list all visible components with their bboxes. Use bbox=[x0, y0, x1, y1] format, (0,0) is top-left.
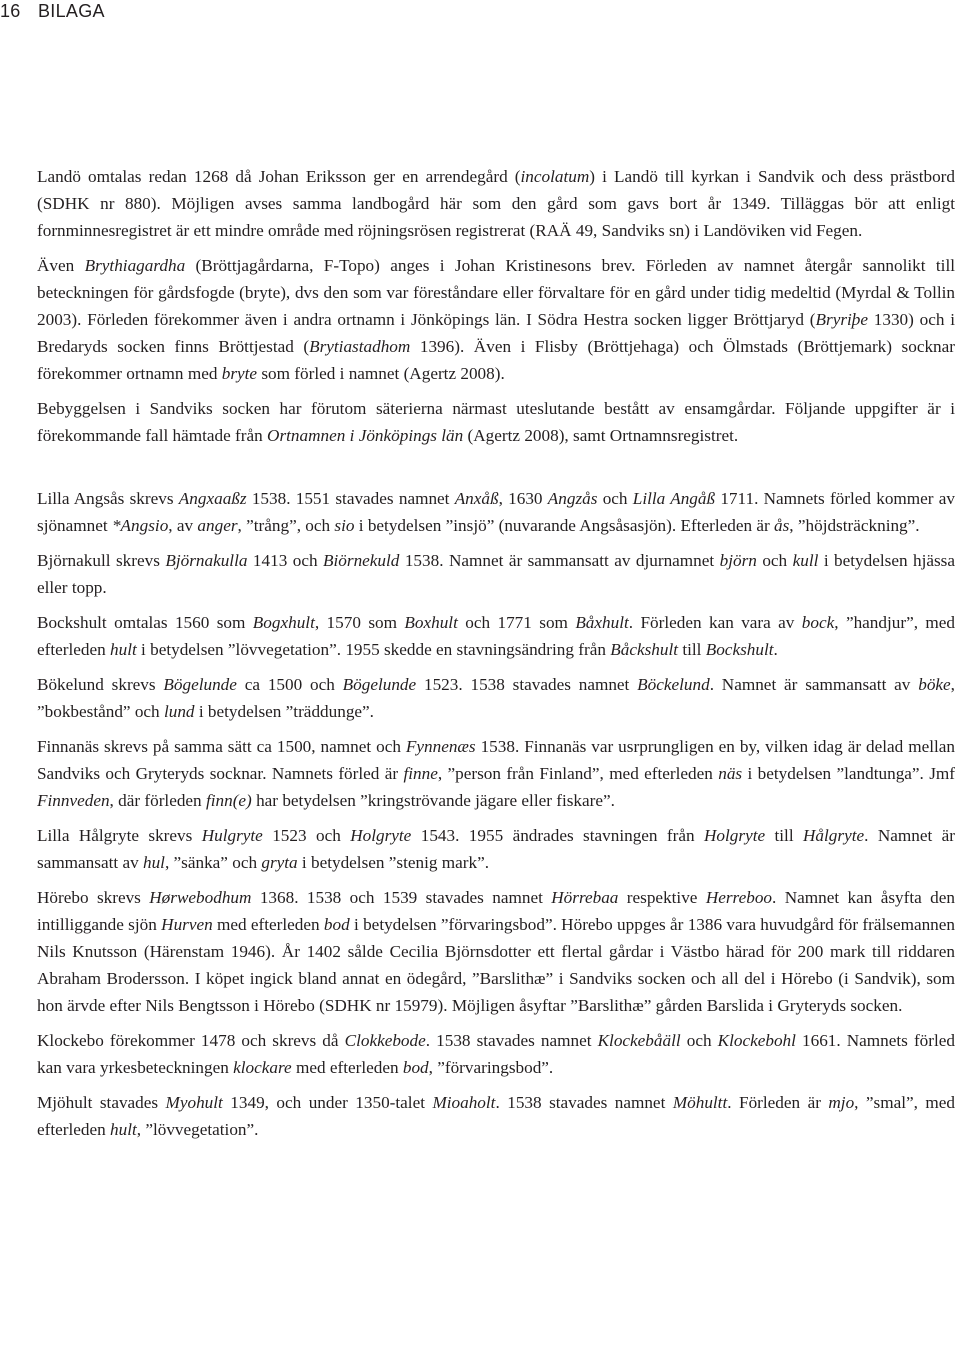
text-run: Björnakull skrevs bbox=[37, 551, 166, 570]
italic-term: hul bbox=[142, 853, 165, 872]
italic-term: Båxhult bbox=[575, 613, 629, 632]
italic-term: sio bbox=[334, 516, 355, 535]
italic-term: Biörnekuld bbox=[323, 551, 400, 570]
italic-term: Klockebåäll bbox=[597, 1031, 681, 1050]
text-run: . Förleden är bbox=[727, 1093, 829, 1112]
italic-term: Ortnamnen i Jönköpings län bbox=[267, 426, 464, 445]
italic-term: Hulgryte bbox=[201, 826, 263, 845]
text-run: (Bröttjagårdarna, F-Topo) anges i Johan Kristinesons brev. Förleden av namnet återgår sannolikt till beteckningen för gårdsfogde (bryte), dvs den som var föreståndare eller förvaltare för en gård under tidig medeltid (Myrdal & Tollin 2003). Förleden förekommer även i andra ortnamn i Jönköpings län. I Södra Hestra socken ligger Bröttjaryd ( bbox=[37, 256, 955, 329]
italic-term: Bogxhult bbox=[252, 613, 315, 632]
italic-term: Hålgryte bbox=[803, 826, 865, 845]
text-run: 1711. Namnets förled kommer av sjönamnet bbox=[37, 489, 955, 535]
text-run: i betydelsen ”lövvegetation”. 1955 skedde en stavningsändring från bbox=[136, 640, 611, 659]
italic-term: Holgryte bbox=[704, 826, 766, 845]
italic-term: finne bbox=[403, 764, 438, 783]
italic-term: Hørwebodhum bbox=[149, 888, 252, 907]
text-run: till bbox=[765, 826, 804, 845]
italic-term: Klockebohl bbox=[717, 1031, 796, 1050]
italic-term: Möhultt bbox=[672, 1093, 728, 1112]
text-run: 1413 och bbox=[247, 551, 324, 570]
text-run: 1523. 1538 stavades namnet bbox=[416, 675, 638, 694]
italic-term: Lilla Angåß bbox=[632, 489, 716, 508]
text-run: med efterleden bbox=[291, 1058, 403, 1077]
italic-term: Anxåß bbox=[454, 489, 499, 508]
italic-term: Böckelund bbox=[637, 675, 710, 694]
italic-term: Björnakulla bbox=[165, 551, 248, 570]
page-number: 16 bbox=[0, 1, 21, 21]
italic-term: Myohult bbox=[165, 1093, 223, 1112]
text-run: 1661. Namnets förled kan vara yrkesbeteckningen bbox=[37, 1031, 955, 1077]
text-run: har betydelsen ”kringströvande jägare eller fiskare”. bbox=[251, 791, 615, 810]
paragraph bbox=[37, 1089, 955, 1143]
italic-term: kull bbox=[792, 551, 819, 570]
text-run: Lilla Hålgryte skrevs bbox=[37, 826, 202, 845]
text-run: , ”lövvegetation”. bbox=[136, 1120, 259, 1139]
text-run: Klockebo förekommer 1478 och skrevs då bbox=[37, 1031, 345, 1050]
text-run: till bbox=[678, 640, 706, 659]
text-run: Även bbox=[37, 256, 85, 275]
text-run: . 1538 stavades namnet bbox=[495, 1093, 673, 1112]
italic-term: Herreboo bbox=[705, 888, 773, 907]
italic-term: Mioaholt bbox=[432, 1093, 496, 1112]
text-run: 1368. 1538 och 1539 stavades namnet bbox=[251, 888, 552, 907]
text-run: Bebyggelsen i Sandviks socken har förutom säterierna närmast uteslutande bestått av ensamgårdar. Följande uppgifter är i förekommande fall hämtade från bbox=[37, 399, 955, 445]
text-run: 1396). Även i Flisby (Bröttjehaga) och Ölmstads (Bröttjemark) socknar förekommer ortnamn med bbox=[37, 337, 955, 383]
paragraph bbox=[37, 252, 955, 387]
paragraph bbox=[37, 1027, 955, 1081]
italic-term: Finnveden bbox=[37, 791, 110, 810]
italic-term: anger bbox=[197, 516, 238, 535]
paragraph bbox=[37, 609, 955, 663]
text-run: 1538. 1551 stavades namnet bbox=[246, 489, 455, 508]
text-run: Bockshult omtalas 1560 som bbox=[37, 613, 253, 632]
text-run: ca 1500 och bbox=[236, 675, 343, 694]
text-run: ) i Landö till kyrkan i Sandvik och dess prästbord (SDHK nr 880). Möjligen avses samma landbogård här som den gård som gavs bort år 1349. Tilläggas bör att enligt fornminnesregistret är ett mindre område med röjningsrösen registrerat (RAÄ 49, Sandviks sn) i Landöviken vid Fegen. bbox=[37, 167, 955, 240]
italic-term: Angxaaßz bbox=[178, 489, 247, 508]
text-run: och bbox=[756, 551, 793, 570]
italic-term: incolatum bbox=[520, 167, 590, 186]
text-run: Hörebo skrevs bbox=[37, 888, 150, 907]
paragraph bbox=[37, 733, 955, 814]
paragraph bbox=[37, 547, 955, 601]
text-run: i betydelsen ”insjö” (nuvarande Angsåsasjön). Efterleden är bbox=[354, 516, 774, 535]
italic-term: Hörrebaa bbox=[551, 888, 619, 907]
text-run: Finnanäs skrevs på samma sätt ca 1500, namnet och bbox=[37, 737, 406, 756]
italic-term: Bögelunde bbox=[163, 675, 237, 694]
text-run: och bbox=[680, 1031, 718, 1050]
text-run: Mjöhult stavades bbox=[37, 1093, 166, 1112]
italic-term: *Angsio bbox=[111, 516, 169, 535]
text-run: i betydelsen ”träddunge”. bbox=[194, 702, 374, 721]
italic-term: Bögelunde bbox=[342, 675, 417, 694]
text-run: som förled i namnet (Agertz 2008). bbox=[257, 364, 505, 383]
italic-term: finn(e) bbox=[205, 791, 252, 810]
text-run: , ”person från Finland”, med efterleden bbox=[437, 764, 719, 783]
text-run: 1330) och i Bredaryds socken finns Bröttjestad ( bbox=[37, 310, 955, 356]
italic-term: hult bbox=[110, 1120, 137, 1139]
paragraph bbox=[37, 163, 955, 244]
text-run: i betydelsen ”förvaringsbod”. Hörebo uppges år 1386 vara huvudgård för frälsemannen Nils Knutsson (Härenstam 1946). År 1402 sålde Cecilia Björnsdotter ett flertal gårdar i Västbo härad för 200 mark till riddaren Abraham Brodersson. I köpet ingick bland annat en ödegård, ”Barslithæ” i Sandviks socken och all del i Hörebo (i Sandvik), som hon ärvde efter Nils Bengtsson i Hörebo (SDHK nr 15979). Möjligen åsyftar ”Barslithæ” gården Barslida i Gryteryds socken. bbox=[37, 915, 956, 1015]
text-run: 1538. Namnet är sammansatt av djurnamnet bbox=[399, 551, 720, 570]
text-run: , ”förvaringsbod”. bbox=[428, 1058, 554, 1077]
text-run: Bökelund skrevs bbox=[37, 675, 164, 694]
paragraph bbox=[37, 884, 955, 1019]
text-run: 1349, och under 1350-talet bbox=[222, 1093, 433, 1112]
italic-term: bryte bbox=[221, 364, 258, 383]
text-run: . Namnet kan åsyfta den intilliggande sjön bbox=[37, 888, 955, 934]
text-run: , där förleden bbox=[109, 791, 206, 810]
italic-term: Bryriþe bbox=[815, 310, 869, 329]
italic-term: gryta bbox=[261, 853, 298, 872]
text-run: . 1538 stavades namnet bbox=[425, 1031, 598, 1050]
italic-term: näs bbox=[718, 764, 743, 783]
italic-term: Hurven bbox=[161, 915, 213, 934]
italic-term: hult bbox=[110, 640, 137, 659]
italic-term: Båckshult bbox=[610, 640, 679, 659]
italic-term: Clokkebode bbox=[344, 1031, 426, 1050]
italic-term: Brythiagardha bbox=[84, 256, 186, 275]
paragraph bbox=[37, 485, 955, 539]
section-title: BILAGA bbox=[38, 1, 105, 21]
italic-term: Angzås bbox=[547, 489, 598, 508]
text-run: respektive bbox=[618, 888, 706, 907]
paragraph bbox=[37, 671, 955, 725]
text-run: och 1771 som bbox=[457, 613, 576, 632]
italic-term: klockare bbox=[233, 1058, 292, 1077]
text-run: , ”handjur”, med efterleden bbox=[37, 613, 955, 659]
text-run: , ”bokbestånd” och bbox=[37, 675, 955, 721]
italic-term: bock bbox=[801, 613, 835, 632]
italic-term: bod bbox=[323, 915, 350, 934]
text-run: , ”sänka” och bbox=[164, 853, 262, 872]
text-run: Landö omtalas redan 1268 då Johan Eriksson ger en arrendegård ( bbox=[37, 167, 521, 186]
text-run: i betydelsen hjässa eller topp. bbox=[37, 551, 956, 597]
italic-term: Bockshult bbox=[705, 640, 774, 659]
text-run: , 1630 bbox=[498, 489, 548, 508]
italic-term: lund bbox=[163, 702, 195, 721]
text-run: 1543. 1955 ändrades stavningen från bbox=[411, 826, 704, 845]
italic-term: ås bbox=[773, 516, 790, 535]
text-run: , 1570 som bbox=[314, 613, 405, 632]
italic-term: Holgryte bbox=[350, 826, 412, 845]
text-run: (Agertz 2008), samt Ortnamnsregistret. bbox=[463, 426, 739, 445]
text-run: , ”höjdsträckning”. bbox=[789, 516, 920, 535]
italic-term: björn bbox=[719, 551, 757, 570]
text-run: . Namnet är sammansatt av bbox=[709, 675, 919, 694]
italic-term: böke bbox=[918, 675, 951, 694]
body-text bbox=[37, 163, 955, 1143]
text-run: 1538. Finnanäs var usrprungligen en by, vilken idag är delad mellan Sandviks och Gryteryds socknar. Namnets förled är bbox=[37, 737, 955, 783]
text-run: Lilla Angsås skrevs bbox=[37, 489, 179, 508]
text-run: , av bbox=[168, 516, 198, 535]
paragraph bbox=[37, 395, 955, 449]
text-run: . bbox=[773, 640, 778, 659]
italic-term: Boxhult bbox=[404, 613, 458, 632]
text-run: . Namnet är sammansatt av bbox=[37, 826, 955, 872]
text-run: i betydelsen ”landtunga”. Jmf bbox=[742, 764, 955, 783]
text-run: 1523 och bbox=[262, 826, 351, 845]
text-run: och bbox=[597, 489, 633, 508]
paragraph bbox=[37, 822, 955, 876]
text-run: i betydelsen ”stenig mark”. bbox=[297, 853, 490, 872]
italic-term: Fynnenæs bbox=[405, 737, 476, 756]
text-run: med efterleden bbox=[212, 915, 324, 934]
text-run: , ”smal”, med efterleden bbox=[37, 1093, 955, 1139]
text-run: , ”trång”, och bbox=[237, 516, 335, 535]
italic-term: mjo bbox=[828, 1093, 855, 1112]
italic-term: Brytiastadhom bbox=[309, 337, 411, 356]
text-run: . Förleden kan vara av bbox=[628, 613, 802, 632]
italic-term: bod bbox=[402, 1058, 429, 1077]
